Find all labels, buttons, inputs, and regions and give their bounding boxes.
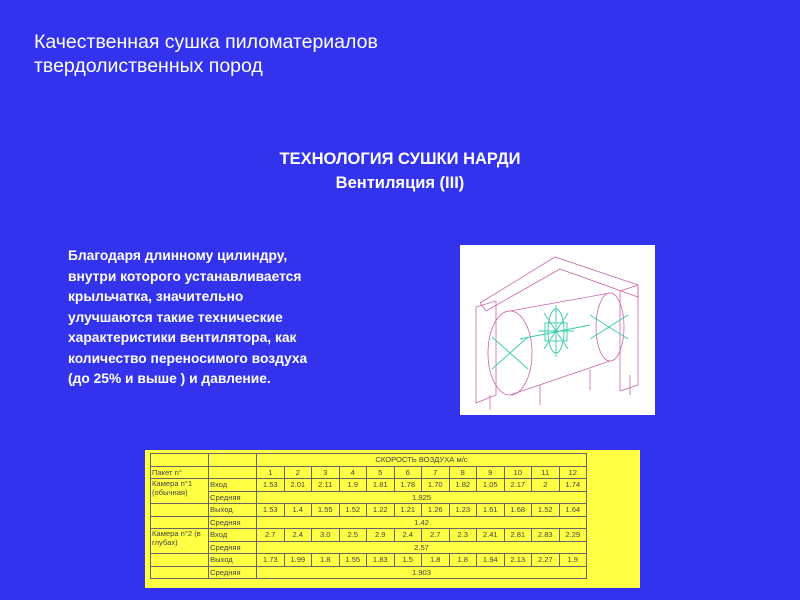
body-line: крыльчатка, значительно: [68, 289, 244, 304]
chamber-2-label: Камера n°2 (в глубах): [151, 529, 209, 554]
fan-cylinder-drawing: [460, 245, 655, 415]
table-row: Выход 1.73 1.99 1.8 1.55 1.83 1.5 1.8 1.8 1.94 2.13 2.27 1.9: [151, 554, 587, 567]
body-text: [68, 246, 368, 390]
slide-title: [34, 30, 378, 78]
table-row: Средняя 1.42: [151, 516, 587, 529]
body-line: Благодаря длинному цилиндру,: [68, 248, 288, 263]
title-line-1: Качественная сушка пиломатериалов: [34, 31, 378, 53]
body-line: количество переносимого воздуха: [68, 350, 308, 366]
table-row: Средняя 1.903: [151, 566, 587, 579]
body-line: улучшаются такие технические: [68, 309, 283, 325]
air-speed-table: [145, 450, 640, 588]
table-row: Камера n°1 (обычная) Вход 1.53 2.01 2.11 1.9 1.81 1.78 1.70 1.82 1.05 2.17 2 1.74: [151, 479, 587, 492]
body-line: характеристики вентилятора, как: [68, 330, 297, 345]
chamber-1-label: Камера n°1 (обычная): [151, 479, 209, 504]
section-heading: ТЕХНОЛОГИЯ СУШКИ НАРДИ: [279, 150, 521, 168]
table-row: Средняя 1.925: [151, 491, 587, 504]
speed-table: [150, 453, 587, 579]
fan-cylinder-figure: [460, 245, 655, 415]
body-line: (до 25% и выше ) и давление.: [68, 371, 271, 386]
body-line: внутри которого устанавливается: [68, 268, 302, 284]
packet-label: Пакет n°: [151, 466, 209, 479]
section-subheading: Вентиляция (III): [335, 174, 465, 192]
table-header-title: СКОРОСТЬ ВОЗДУХА м/с: [257, 454, 587, 467]
title-line-2: твердолиственных пород: [34, 55, 263, 77]
table-row: Средняя 2.57: [151, 541, 587, 554]
table-row: [151, 454, 587, 467]
table-row: Пакет n° 1 2 3 4 5 6 7 8 9 10 11 12: [151, 466, 587, 479]
table-row: Камера n°2 (в глубах) Вход 2.7 2.4 3.0 2.5 2.9 2.4 2.7 2.3 2.41 2.81 2.83 2.29: [151, 529, 587, 542]
table-row: Выход 1.53 1.4 1.55 1.52 1.22 1.21 1.26 1.23 1.61 1.68 1.52 1.64: [151, 504, 587, 517]
